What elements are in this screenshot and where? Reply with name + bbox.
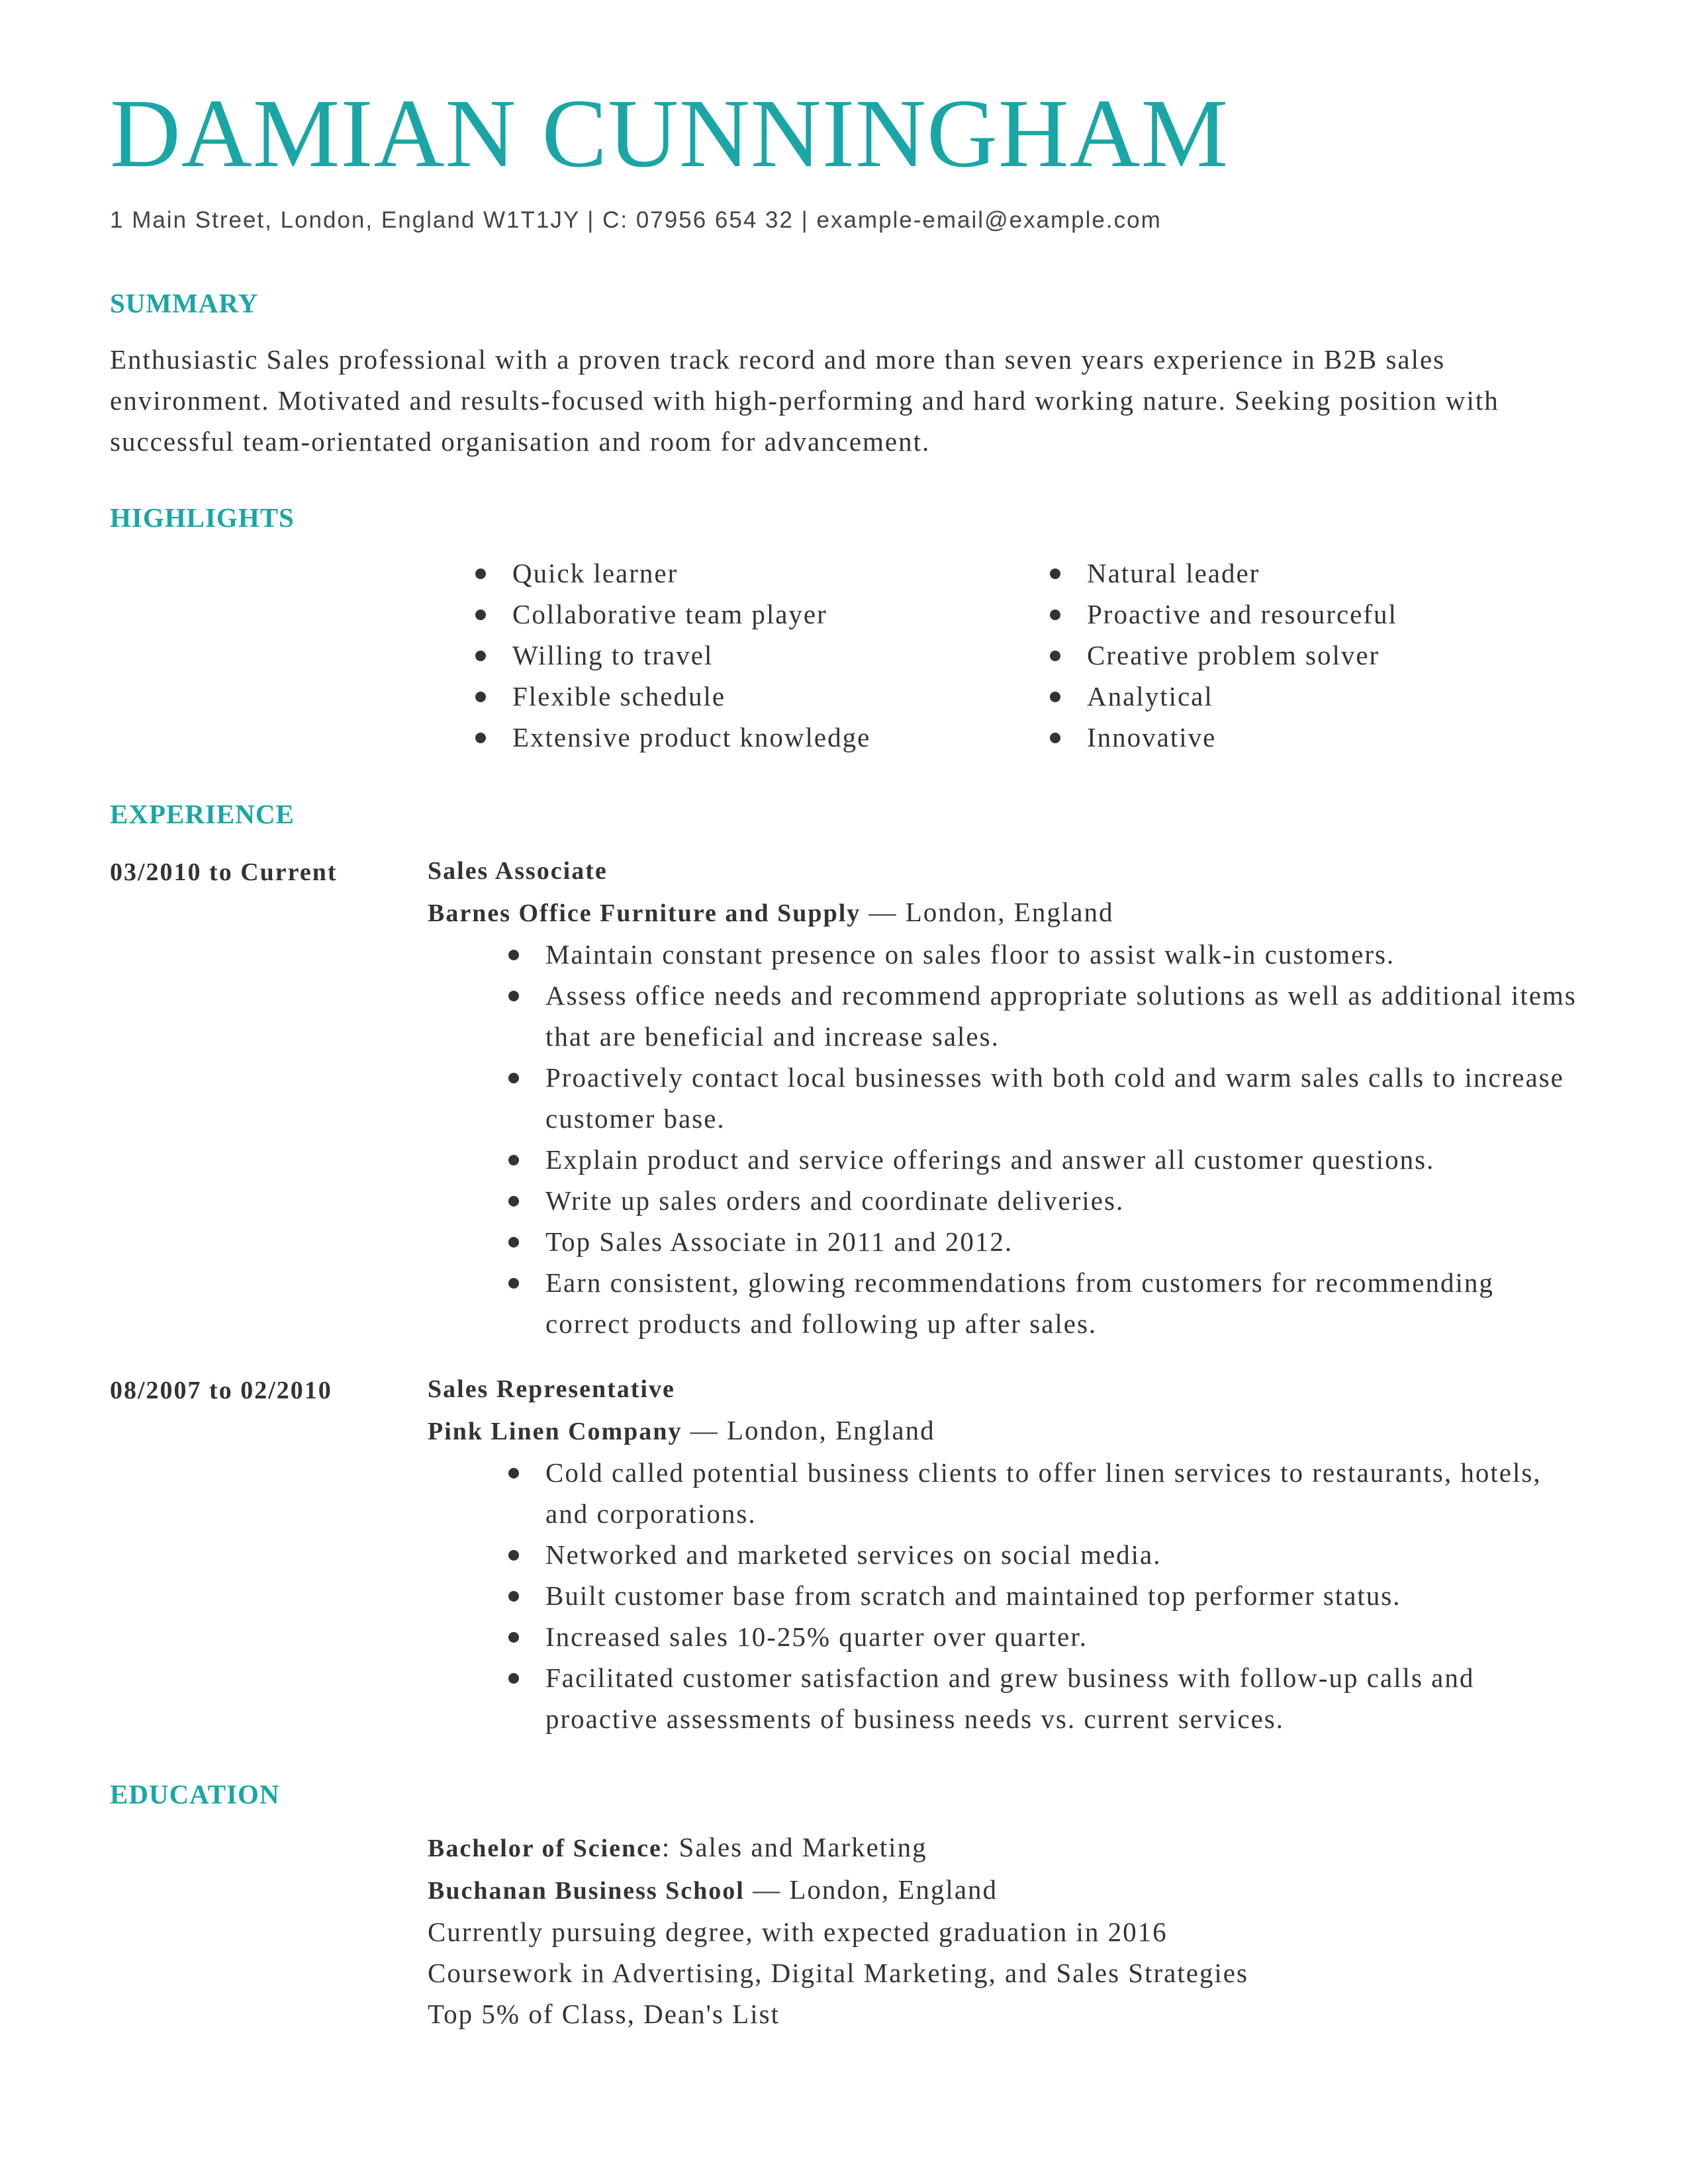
education-school-line xyxy=(428,1869,1579,1911)
job-bullet: Facilitated customer satisfaction and grew business with follow-up calls and proactive assessments of business needs vs. current services. xyxy=(507,1657,1579,1739)
highlights-left-list xyxy=(474,553,1017,758)
job-bullet: Networked and marketed services on social media. xyxy=(507,1534,1579,1575)
job-bullet: Built customer base from scratch and maintained top performer status. xyxy=(507,1575,1579,1616)
job-bullet: Cold called potential business clients to offer linen services to restaurants, hotels, and corporations. xyxy=(507,1452,1579,1534)
section-title-highlights: HIGHLIGHTS xyxy=(110,502,295,533)
highlights-right-list xyxy=(1049,553,1578,758)
highlight-item: Collaborative team player xyxy=(474,594,1017,635)
job-bullet: Earn consistent, glowing recommendations from customers for recommending correct products and following up after sales. xyxy=(507,1262,1579,1344)
education-degree-line xyxy=(428,1827,1579,1869)
job-company-line xyxy=(428,1410,1579,1452)
education-field: : Sales and Marketing xyxy=(661,1832,927,1862)
highlight-item: Extensive product knowledge xyxy=(474,717,1017,758)
education-detail: Coursework in Advertising, Digital Marketing, and Sales Strategies xyxy=(428,1958,1248,1988)
candidate-name: DAMIAN CUNNINGHAM xyxy=(110,79,1229,188)
job-bullet: Top Sales Associate in 2011 and 2012. xyxy=(507,1221,1579,1262)
summary-text: Enthusiastic Sales professional with a proven track record and more than seven years experience in B2B sales environment. Motivated and results-focused with high-performing and hard working nature. Seeking position with successful team-orientated organisation and room for advancement. xyxy=(110,344,1499,457)
job-dates: 03/2010 to Current xyxy=(110,858,338,886)
section-title-education: EDUCATION xyxy=(110,1779,280,1809)
job-entry xyxy=(428,1369,1579,1739)
job-bullet: Assess office needs and recommend appropriate solutions as well as additional items that are beneficial and increase sales. xyxy=(507,975,1579,1057)
job-bullet: Maintain constant presence on sales floor to assist walk-in customers. xyxy=(507,934,1579,975)
job-bullet: Explain product and service offerings and answer all customer questions. xyxy=(507,1139,1579,1180)
job-company-line xyxy=(428,891,1579,934)
job-bullets xyxy=(428,1452,1579,1739)
highlight-item: Flexible schedule xyxy=(474,676,1017,717)
job-location: — London, England xyxy=(682,1415,935,1445)
section-title-summary: SUMMARY xyxy=(110,288,259,318)
education-school: Buchanan Business School xyxy=(428,1877,745,1905)
job-title: Sales Representative xyxy=(428,1375,675,1403)
education-degree: Bachelor of Science xyxy=(428,1835,662,1862)
highlight-item: Proactive and resourceful xyxy=(1049,594,1578,635)
job-location: — London, England xyxy=(861,897,1114,927)
job-bullets xyxy=(428,934,1579,1344)
job-bullet: Write up sales orders and coordinate deliveries. xyxy=(507,1180,1579,1221)
highlight-item: Innovative xyxy=(1049,717,1578,758)
job-dates: 08/2007 to 02/2010 xyxy=(110,1377,332,1404)
education-location: — London, England xyxy=(744,1874,998,1905)
job-company: Pink Linen Company xyxy=(428,1418,682,1445)
highlight-item: Natural leader xyxy=(1049,553,1578,594)
contact-line: 1 Main Street, London, England W1T1JY | C: 07956 654 32 | example-email@example.com xyxy=(110,207,1162,233)
highlight-item: Quick learner xyxy=(474,553,1017,594)
job-company: Barnes Office Furniture and Supply xyxy=(428,899,861,927)
education-detail: Currently pursuing degree, with expected graduation in 2016 xyxy=(428,1917,1168,1947)
job-entry xyxy=(428,850,1579,1344)
job-bullet: Increased sales 10-25% quarter over quarter. xyxy=(507,1616,1579,1657)
section-title-experience: EXPERIENCE xyxy=(110,799,295,829)
highlight-item: Willing to travel xyxy=(474,635,1017,676)
education-detail: Top 5% of Class, Dean's List xyxy=(428,1999,780,2029)
highlight-item: Analytical xyxy=(1049,676,1578,717)
education-entry xyxy=(428,1827,1579,2034)
job-bullet: Proactively contact local businesses with both cold and warm sales calls to increase customer base. xyxy=(507,1057,1579,1139)
highlight-item: Creative problem solver xyxy=(1049,635,1578,676)
job-title: Sales Associate xyxy=(428,857,608,885)
